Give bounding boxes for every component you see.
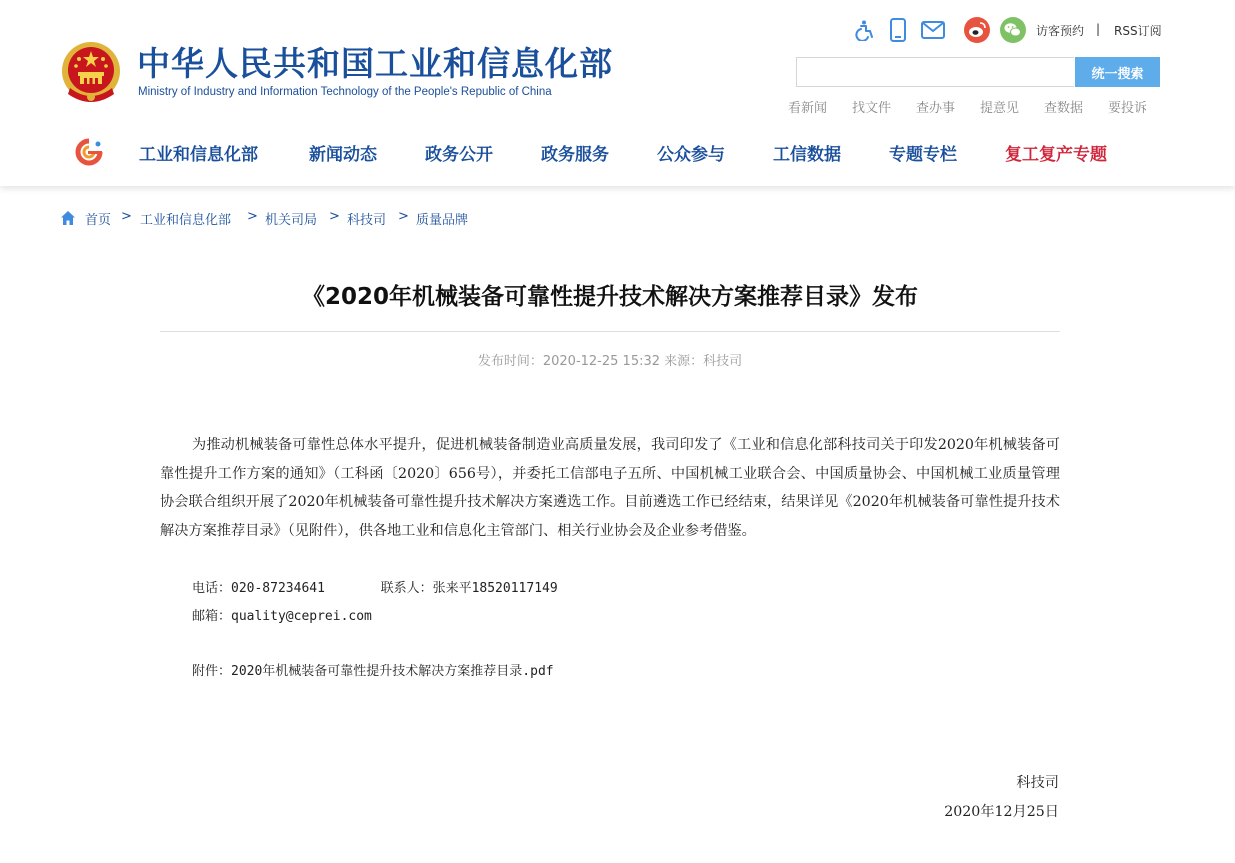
wechat-icon[interactable]: [999, 16, 1027, 44]
quick-link-data[interactable]: 查数据: [1044, 101, 1084, 116]
nav-item-public-participation[interactable]: 公众参与: [657, 145, 725, 165]
quick-links: [788, 97, 1168, 115]
weibo-icon[interactable]: [963, 16, 991, 44]
breadcrumb-separator: >: [398, 209, 409, 224]
quick-link-services[interactable]: 查办事: [916, 101, 956, 116]
site-header: [0, 0, 1235, 186]
nav-item-news[interactable]: 新闻动态: [309, 145, 377, 165]
breadcrumb: [60, 209, 760, 229]
contact-person-text: 联系人：张来平18520117149: [380, 581, 558, 596]
accessibility-icon[interactable]: [850, 16, 878, 44]
nav-item-ministry[interactable]: 工业和信息化部: [139, 145, 258, 165]
search-button[interactable]: 统一搜索: [1075, 57, 1160, 87]
breadcrumb-home[interactable]: 首页: [85, 213, 112, 228]
ministry-logo-icon[interactable]: [74, 138, 104, 166]
breadcrumb-quality-brand[interactable]: 质量品牌: [416, 213, 469, 228]
nav-item-topics[interactable]: 专题专栏: [889, 145, 957, 165]
mobile-icon[interactable]: [884, 16, 912, 44]
site-title-en: Ministry of Industry and Information Technology of the People's Republic of China: [138, 86, 552, 98]
phone-text: 电话：020-87234641: [192, 581, 325, 596]
search-input[interactable]: [796, 57, 1074, 87]
toolbar-separator: |: [1096, 22, 1101, 36]
breadcrumb-science-dept[interactable]: 科技司: [347, 213, 387, 228]
breadcrumb-ministry[interactable]: 工业和信息化部: [140, 213, 232, 228]
article-title: 《2020年机械装备可靠性提升技术解决方案推荐目录》发布: [301, 284, 918, 310]
breadcrumb-separator: >: [121, 209, 132, 224]
breadcrumb-separator: >: [247, 209, 258, 224]
contact-phone: [192, 577, 558, 596]
signature-date: 2020年12月25日: [944, 804, 1059, 820]
quick-link-files[interactable]: 找文件: [852, 101, 892, 116]
quick-link-complaint[interactable]: 要投诉: [1108, 101, 1148, 116]
signature-department: 科技司: [1016, 775, 1059, 791]
nav-item-gov-affairs[interactable]: 政务公开: [425, 145, 493, 165]
title-divider: [160, 331, 1060, 332]
nav-item-resumption[interactable]: 复工复产专题: [1005, 145, 1107, 165]
main-nav: [0, 132, 1235, 172]
mail-icon[interactable]: [919, 16, 947, 44]
contact-email: 邮箱：quality@ceprei.com: [192, 609, 372, 624]
visitor-appointment-link[interactable]: 访客预约: [1036, 24, 1085, 38]
top-toolbar: [850, 16, 1170, 46]
quick-link-news[interactable]: 看新闻: [788, 101, 828, 116]
national-emblem-icon[interactable]: [60, 40, 122, 106]
breadcrumb-separator: >: [329, 209, 340, 224]
breadcrumb-departments[interactable]: 机关司局: [265, 213, 318, 228]
article-body: 为推动机械装备可靠性总体水平提升，促进机械装备制造业高质量发展，我司印发了《工业和信息化部科技司关于印发2020年机械装备可靠性提升工作方案的通知》（工科函〔2020〕656号），并委托工信部电子五所、中国机械工业联合会、中国质量协会、中国机械工业质量管理协会联合组织开展了2020年机械装备可靠性提升技术解决方案遴选工作。目前遴选工作已经结束，结果详见《2020年机械装备可靠性提升技术解决方案推荐目录》（见附件），供各地工业和信息化主管部门、相关行业协会及企业参考借鉴。: [160, 437, 1060, 540]
nav-item-gov-services[interactable]: 政务服务: [541, 145, 609, 165]
attachment-link[interactable]: 附件：2020年机械装备可靠性提升技术解决方案推荐目录.pdf: [192, 664, 554, 679]
site-title[interactable]: 中华人民共和国工业和信息化部: [137, 44, 613, 83]
nav-item-data[interactable]: 工信数据: [773, 145, 841, 165]
article-meta: 发布时间：2020-12-25 15:32 来源：科技司: [477, 354, 743, 369]
quick-link-feedback[interactable]: 提意见: [980, 101, 1020, 116]
home-icon: [60, 210, 76, 226]
rss-link[interactable]: RSS订阅: [1114, 24, 1162, 38]
